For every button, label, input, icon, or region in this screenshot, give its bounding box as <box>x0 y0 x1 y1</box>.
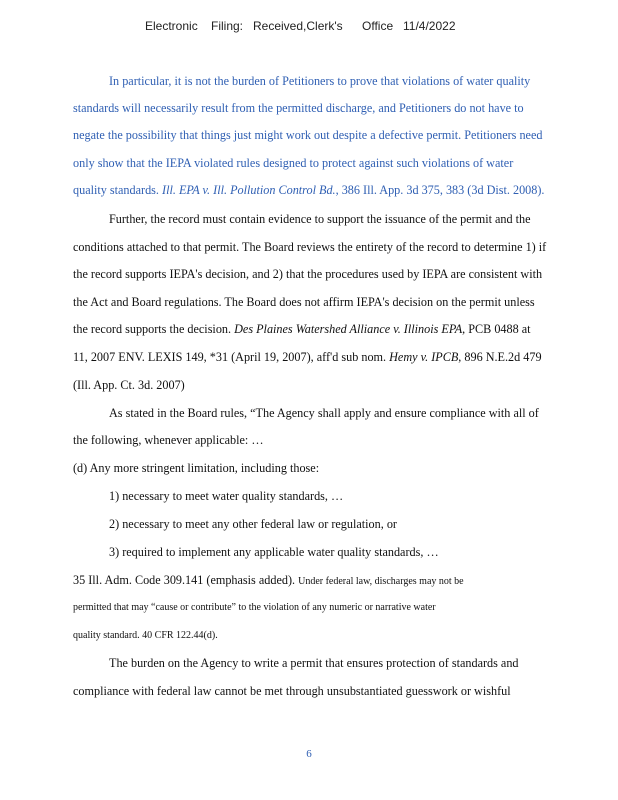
header-electronic: Electronic <box>145 19 198 33</box>
text-line: the Act and Board regulations. The Board does not affirm IEPA's decision on the permit unless <box>73 295 535 309</box>
header-date: 11/4/2022 <box>403 19 456 33</box>
text-line: (Ill. App. Ct. 3d. 2007) <box>73 378 185 392</box>
text-line: The burden on the Agency to write a permit that ensures protection of standards and <box>109 656 519 670</box>
text-line: Further, the record must contain evidence to support the issuance of the permit and the <box>109 212 531 226</box>
text-line: 1) necessary to meet water quality standards, … <box>109 489 344 503</box>
page-number: 6 <box>306 748 312 760</box>
case-citation: Ill. EPA v. Ill. Pollution Control Bd. <box>162 183 336 197</box>
text-line: quality standard. 40 CFR 122.44(d). <box>73 630 218 641</box>
text-run: , 896 N.E.2d 479 <box>458 350 542 364</box>
text-line <box>73 349 542 365</box>
text-run: 11, 2007 ENV. LEXIS 149, *31 (April 19, 2007), aff'd sub nom. <box>73 350 387 364</box>
header-filing: Filing: <box>211 19 244 33</box>
text-line: the record supports IEPA's decision, and 2) that the procedures used by IEPA are consistent with <box>73 267 543 281</box>
text-line <box>73 572 464 590</box>
text-run: the record supports the decision. <box>73 322 232 336</box>
text-line <box>73 321 531 337</box>
case-citation: Des Plaines Watershed Alliance v. Illinois EPA, <box>234 322 466 336</box>
text-line: As stated in the Board rules, “The Agency shall apply and ensure compliance with all of <box>109 406 539 420</box>
text-line: 3) required to implement any applicable water quality standards, … <box>109 545 439 559</box>
text-line: (d) Any more stringent limitation, including those: <box>73 461 320 475</box>
text-run: quality standards. <box>73 183 159 197</box>
text-line: In particular, it is not the burden of Petitioners to prove that violations of water quality <box>109 74 531 88</box>
text-line: negate the possibility that things just might work out despite a defective permit. Petitioners need <box>73 128 543 142</box>
text-line: permitted that may “cause or contribute” to the violation of any numeric or narrative water <box>73 602 436 613</box>
text-run: Under federal law, discharges may not be <box>298 576 464 587</box>
text-line: the following, whenever applicable: … <box>73 433 264 447</box>
text-line: compliance with federal law cannot be met through unsubstantiated guesswork or wishful <box>73 684 511 698</box>
case-citation: Hemy v. IPCB <box>389 350 459 364</box>
text-line: conditions attached to that permit. The Board reviews the entirety of the record to determine 1) if <box>73 240 547 254</box>
text-run: , 386 Ill. App. 3d 375, 383 (3d Dist. 2008). <box>335 183 545 197</box>
text-run: PCB 0488 at <box>468 322 531 336</box>
text-line: standards will necessarily result from the permitted discharge, and Petitioners do not have to <box>73 101 524 115</box>
text-line: 2) necessary to meet any other federal law or regulation, or <box>109 517 397 531</box>
text-line <box>73 182 544 198</box>
text-line: only show that the IEPA violated rules designed to protect against such violations of water <box>73 156 514 170</box>
header-office: Office <box>362 19 394 33</box>
header-received: Received,Clerk's <box>253 19 343 33</box>
text-run: 35 Ill. Adm. Code 309.141 (emphasis added). <box>73 573 296 587</box>
